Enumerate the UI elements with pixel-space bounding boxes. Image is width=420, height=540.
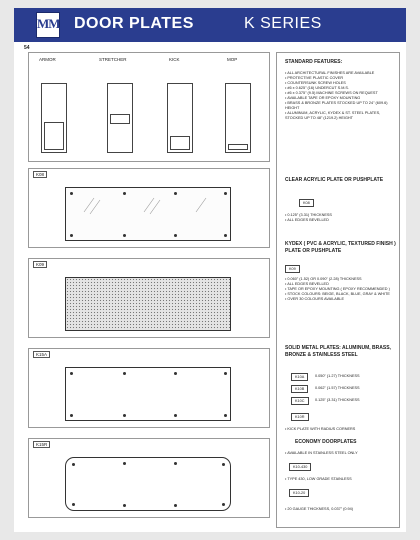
- panel-k08: [28, 168, 270, 248]
- kydex-heading: KYDEX ( PVC & ACRYLIC, TEXTURED FINISH ) PLATE OR PUSHPLATE: [285, 241, 396, 254]
- door-mop-illustration: [225, 83, 251, 153]
- door-stretcher-illustration: [107, 83, 133, 153]
- metal-code: K10A: [291, 373, 308, 381]
- metal-plate-illustration: [65, 367, 231, 421]
- illustrations-column: [28, 52, 270, 528]
- screw-hole: [174, 462, 177, 465]
- screw-hole: [174, 192, 177, 195]
- door-label-kick: KICK: [169, 57, 180, 62]
- acrylic-list: • 0.125" (3.31) THICKNESS • ALL EDGES BEVELLED: [285, 213, 395, 223]
- series-title: K SERIES: [244, 15, 322, 32]
- door-label-stretcher: STRETCHER: [99, 57, 127, 62]
- door-label-armor: ARMOR: [39, 57, 56, 62]
- screw-hole: [123, 234, 126, 237]
- standard-features-list: • ALL ARCHITECTURAL FINISHES ARE AVAILABLE • PROTECTIVE PLASTIC COVER • COUNTERSUNK SCREW HOLES • #6 x 0.625" (16) UNDERCUT S.M.S. • #6 x 0.375" (9.5) MACHINE SCREWS ON REQUEST • AVAILABLE TAPE OR EPOXY MOUNTING • BRASS & BRONZE PLATES STOCKED UP TO 24" (609.6) HEIGHT • ALUMINUM, ACRYLIC, KYDEX & ST. STEEL PLATES, STOCKED UP TO 48" (1219.2) HEIGHT: [285, 71, 395, 121]
- panel-k15r: [28, 438, 270, 518]
- page-number: 54: [24, 45, 30, 51]
- acrylic-plate-illustration: [65, 187, 231, 241]
- screw-hole: [222, 503, 225, 506]
- metal-spec: 0.062" (1.57) THICKNESS: [315, 386, 360, 390]
- product-code-tag: K15A: [33, 351, 50, 358]
- metal-spec: 0.050" (1.27) THICKNESS: [315, 374, 360, 378]
- mop-plate: [228, 144, 248, 150]
- screw-hole: [224, 234, 227, 237]
- brand-logo: MM: [36, 12, 60, 38]
- door-types-box: [28, 52, 270, 162]
- screw-hole: [70, 234, 73, 237]
- screw-hole: [123, 372, 126, 375]
- screw-hole: [123, 414, 126, 417]
- economy-item: • 20 GAUGE THICKNESS, 0.037" (0.94): [285, 507, 395, 512]
- stretcher-plate: [110, 114, 130, 124]
- door-kick-illustration: [167, 83, 193, 153]
- metal-code: K10B: [291, 385, 308, 393]
- panel-k09: [28, 258, 270, 338]
- door-armor-illustration: [41, 83, 67, 153]
- economy-item: • AVAILABLE IN STAINLESS STEEL ONLY: [285, 451, 395, 456]
- screw-hole: [224, 192, 227, 195]
- screw-hole: [222, 463, 225, 466]
- economy-heading: ECONOMY DOORPLATES: [295, 439, 357, 445]
- screw-hole: [70, 372, 73, 375]
- economy-code: K10-20: [289, 489, 309, 497]
- economy-item: • TYPE 430, LOW GRADE STAINLESS: [285, 477, 395, 482]
- specifications-column: [276, 52, 400, 528]
- screw-hole: [224, 414, 227, 417]
- metal-code: K10C: [291, 397, 309, 405]
- panel-k15a: [28, 348, 270, 428]
- catalog-page: [14, 8, 406, 532]
- product-code-tag: K08: [33, 171, 47, 178]
- product-code-tag: K15R: [33, 441, 50, 448]
- door-label-mop: MOP: [227, 57, 238, 62]
- screw-hole: [174, 234, 177, 237]
- armor-plate: [44, 122, 64, 150]
- screw-hole: [224, 372, 227, 375]
- acrylic-heading: CLEAR ACRYLIC PLATE OR PUSHPLATE: [285, 177, 384, 183]
- screw-hole: [72, 463, 75, 466]
- standard-features-heading: STANDARD FEATURES:: [285, 59, 343, 65]
- economy-code: K10-430: [289, 463, 311, 471]
- kydex-plate-illustration: [65, 277, 231, 331]
- solid-metal-heading: SOLID METAL PLATES: ALUMINUM, BRASS, BRONZE & STAINLESS STEEL: [285, 345, 391, 358]
- screw-hole: [174, 414, 177, 417]
- kydex-code: K09: [285, 265, 300, 273]
- acrylic-code: K08: [299, 199, 314, 207]
- screw-hole: [70, 414, 73, 417]
- screw-hole: [70, 192, 73, 195]
- kydex-list: • 0.060" (1.52) OR 0.090" (2.28) THICKNESS • ALL EDGES BEVELLED • TAPE OR EPOXY MOUNTING ( EPOXY RECOMMENDED ) • STOCK COLOURS: BEIGE, BLACK, BLUE, GRAY & WHITE • OVER 30 COLOURS AVAILABLE: [285, 277, 395, 302]
- metal-note: • KICK PLATE WITH RADIUS CORNERS: [285, 427, 395, 432]
- radius-plate-illustration: [65, 457, 231, 511]
- screw-hole: [174, 504, 177, 507]
- product-code-tag: K09: [33, 261, 47, 268]
- metal-spec: 0.125" (3.31) THICKNESS: [315, 398, 360, 402]
- kick-plate: [170, 136, 190, 150]
- screw-hole: [123, 504, 126, 507]
- page-title: DOOR PLATES: [74, 15, 194, 32]
- page-header: [14, 8, 406, 42]
- screw-hole: [123, 192, 126, 195]
- screw-hole: [123, 462, 126, 465]
- screw-hole: [174, 372, 177, 375]
- glare-lines: [66, 188, 232, 242]
- metal-code: K10R: [291, 413, 309, 421]
- screw-hole: [72, 503, 75, 506]
